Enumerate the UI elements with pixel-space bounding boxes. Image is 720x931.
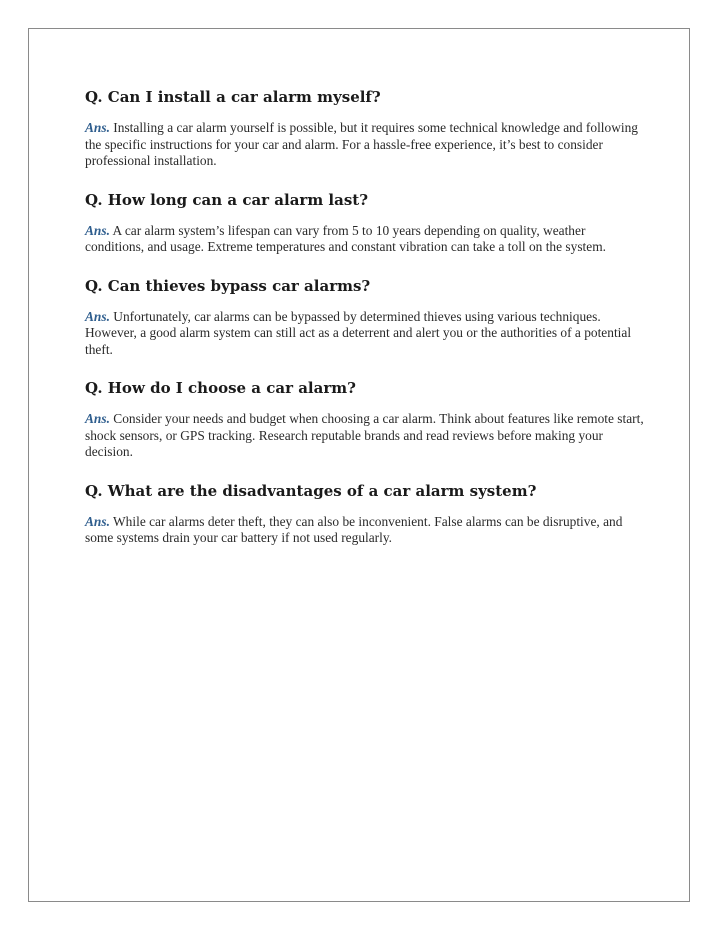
- document-page: [28, 28, 690, 902]
- faq-item-bypass: [85, 276, 645, 359]
- faq-answer: [85, 223, 645, 256]
- faq-question: Q. How long can a car alarm last?: [85, 190, 369, 209]
- answer-label: Ans.: [85, 513, 110, 529]
- faq-item-disadvantages: [85, 481, 645, 547]
- answer-label: Ans.: [85, 222, 110, 238]
- answer-label: Ans.: [85, 411, 110, 426]
- answer-text: Installing a car alarm yourself is possible, but it requires some technical knowledge and following the specific instructions for your car and alarm. For a hassle-free experience, it’s best to consider professional installation.: [85, 120, 638, 168]
- answer-label: Ans.: [85, 120, 110, 135]
- faq-question: Q. What are the disadvantages of a car alarm system?: [85, 481, 537, 500]
- faq-item-lifespan: [85, 190, 645, 256]
- answer-text: Consider your needs and budget when choosing a car alarm. Think about features like remote start, shock sensors, or GPS tracking. Research reputable brands and read reviews before making your decision.: [85, 411, 644, 459]
- faq-answer: [85, 411, 645, 461]
- answer-label: Ans.: [85, 308, 110, 324]
- faq-answer: [85, 514, 645, 547]
- faq-item-install: [85, 87, 645, 170]
- faq-question: Q. Can I install a car alarm myself?: [85, 88, 381, 106]
- faq-answer: [85, 120, 645, 170]
- faq-section: [85, 87, 645, 567]
- faq-item-choose: [85, 378, 645, 461]
- answer-text: Unfortunately, car alarms can be bypassed by determined thieves using various techniques. However, a good alarm system can still act as a deterrent and alert you or the authorities of a potential theft.: [85, 308, 632, 357]
- faq-question: Q. Can thieves bypass car alarms?: [85, 276, 371, 295]
- answer-text: A car alarm system’s lifespan can vary from 5 to 10 years depending on quality, weather conditions, and usage. Extreme temperatures and constant vibration can take a toll on the system.: [85, 222, 606, 254]
- answer-text: While car alarms deter theft, they can also be inconvenient. False alarms can be disruptive, and some systems drain your car battery if not used regularly.: [85, 513, 623, 545]
- faq-answer: [85, 309, 645, 359]
- faq-question: Q. How do I choose a car alarm?: [85, 379, 356, 397]
